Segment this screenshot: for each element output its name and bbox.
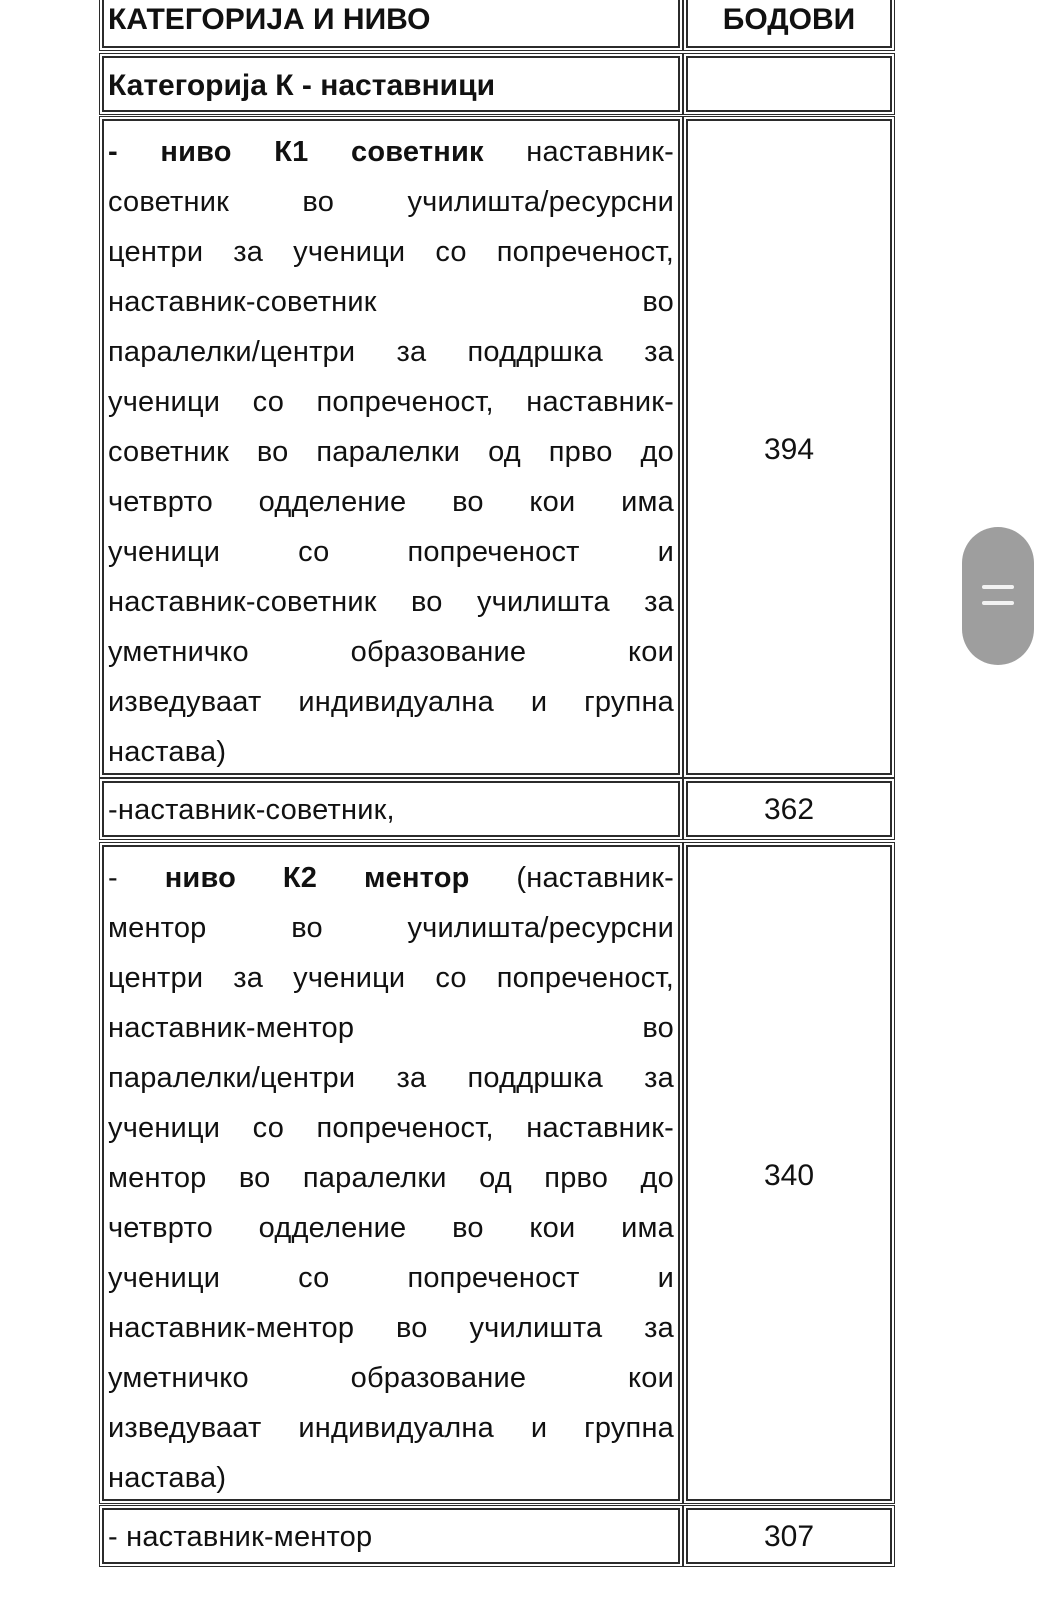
word: за <box>644 1062 674 1094</box>
word: и <box>530 686 548 718</box>
word: изведуваат <box>108 686 262 718</box>
word: во <box>302 186 335 218</box>
word: ученици <box>108 1262 221 1294</box>
word: наставник-ментор <box>108 1012 355 1044</box>
word: во <box>291 912 323 944</box>
level-k1-line <box>108 227 674 277</box>
level-k1-points: 394 <box>763 433 815 466</box>
level-k2-line <box>108 1153 674 1203</box>
level-k1-text <box>108 127 674 777</box>
word: за <box>644 586 674 618</box>
word: училишта <box>476 586 610 618</box>
level-k2-line <box>108 1403 674 1453</box>
word: со <box>435 236 467 268</box>
word: паралелки <box>316 436 461 468</box>
teacher-mentor-label: - наставник-ментор <box>108 1521 373 1553</box>
word: групна <box>584 686 674 718</box>
word: има <box>621 1212 674 1244</box>
level-k2-line <box>108 1103 674 1153</box>
word: одделение <box>258 1212 407 1244</box>
word: ученици <box>293 236 406 268</box>
word: прво <box>548 436 613 468</box>
word: во <box>256 436 289 468</box>
word: индивидуална <box>298 1412 494 1444</box>
word: за <box>644 1312 674 1344</box>
word: образование <box>350 636 527 668</box>
word: во <box>411 586 443 618</box>
word: за <box>233 236 264 268</box>
word: ученици <box>293 962 406 994</box>
word: во <box>396 1312 428 1344</box>
word: до <box>640 1162 674 1194</box>
teacher-mentor-cell <box>102 1508 680 1564</box>
word: советник <box>108 436 229 468</box>
word: попреченост <box>407 1262 580 1294</box>
word: паралелки/центри <box>108 336 356 368</box>
level-k1-line <box>108 277 674 327</box>
level-k2-prefix: - <box>108 862 118 894</box>
word: и <box>530 1412 548 1444</box>
level-k1-line <box>108 377 674 427</box>
word: наставник-советник <box>108 286 377 318</box>
level-k2-word-2: К2 <box>282 862 318 894</box>
word: прво <box>544 1162 609 1194</box>
level-k1-points-cell <box>686 119 892 775</box>
word: попреченост, <box>316 386 494 418</box>
word: четврто <box>108 486 213 518</box>
word: за <box>396 336 427 368</box>
word: училишта/ресурсни <box>407 186 674 218</box>
word: кои <box>628 1362 674 1394</box>
word: ученици <box>108 536 221 568</box>
word: во <box>238 1162 271 1194</box>
word: попреченост, <box>316 1112 494 1144</box>
word: во <box>642 1012 674 1044</box>
level-k2-points-cell <box>686 845 892 1501</box>
level-k1-cell <box>102 119 680 775</box>
teacher-advisor-label: -наставник-советник, <box>108 794 395 826</box>
word: поддршка <box>467 336 603 368</box>
word: групна <box>584 1412 674 1444</box>
word: одделение <box>258 486 407 518</box>
word: од <box>479 1162 512 1194</box>
word: ментор <box>108 912 207 944</box>
level-k2-line <box>108 1253 674 1303</box>
level-k1-line <box>108 427 674 477</box>
teacher-advisor-points: 362 <box>763 793 815 826</box>
level-k2-text <box>108 853 674 1503</box>
level-k2-word-1: ниво <box>164 862 237 894</box>
header-category-cell <box>102 0 680 48</box>
header-points-cell <box>686 0 892 48</box>
word: уметничко <box>108 1362 249 1394</box>
word: наставник-советник <box>108 586 377 618</box>
category-label: Категорија К - наставници <box>108 69 496 102</box>
word: за <box>644 336 674 368</box>
word: со <box>298 536 330 568</box>
word: со <box>435 962 467 994</box>
word: наставник- <box>526 1112 674 1144</box>
category-cell <box>102 56 680 112</box>
level-k1-line <box>108 577 674 627</box>
word: во <box>452 486 484 518</box>
word: наставник- <box>526 386 674 418</box>
level-k2-line-last: настава) <box>108 1462 227 1494</box>
word: и <box>657 536 674 568</box>
level-k1-line <box>108 477 674 527</box>
word: со <box>298 1262 330 1294</box>
word: паралелки <box>302 1162 447 1194</box>
word: до <box>640 436 674 468</box>
level-k2-line <box>108 1053 674 1103</box>
word: поддршка <box>467 1062 603 1094</box>
level-k2-line <box>108 1003 674 1053</box>
level-k1-line-tail: наставник- <box>526 136 674 168</box>
header-category-label: КАТЕГОРИЈА И НИВО <box>108 3 431 36</box>
level-k1-line-1 <box>108 127 674 177</box>
level-k1-word-2: К1 <box>274 136 309 168</box>
level-k2-line <box>108 953 674 1003</box>
word: центри <box>108 236 204 268</box>
word: попреченост, <box>496 962 674 994</box>
word: паралелки/центри <box>108 1062 356 1094</box>
level-k2-line <box>108 1303 674 1353</box>
word: училишта <box>469 1312 603 1344</box>
word: четврто <box>108 1212 213 1244</box>
word: во <box>452 1212 484 1244</box>
teacher-advisor-cell <box>102 781 680 837</box>
level-k2-cell <box>102 845 680 1501</box>
word: наставник-ментор <box>108 1312 355 1344</box>
level-k1-line <box>108 327 674 377</box>
word: кои <box>529 1212 576 1244</box>
category-points-cell <box>686 56 892 112</box>
level-k1-line <box>108 177 674 227</box>
level-k1-line <box>108 527 674 577</box>
word: со <box>252 386 285 418</box>
level-k2-line-tail: (наставник- <box>516 862 674 894</box>
teacher-advisor-points-cell <box>686 781 892 837</box>
word: образование <box>350 1362 527 1394</box>
level-k1-line <box>108 627 674 677</box>
word: ученици <box>108 386 221 418</box>
word: индивидуална <box>298 686 494 718</box>
teacher-mentor-points-cell <box>686 1508 892 1564</box>
word: во <box>642 286 674 318</box>
level-k2-line-1 <box>108 853 674 903</box>
word: ученици <box>108 1112 221 1144</box>
word: центри <box>108 962 204 994</box>
level-k2-word-3: ментор <box>363 862 470 894</box>
level-k1-line <box>108 677 674 727</box>
word: кои <box>529 486 576 518</box>
word: попреченост <box>407 536 580 568</box>
header-points-label: БОДОВИ <box>722 3 856 36</box>
word: уметничко <box>108 636 249 668</box>
level-k1-word-1: ниво <box>160 136 232 168</box>
level-k2-line <box>108 903 674 953</box>
word: за <box>233 962 264 994</box>
level-k2-line <box>108 1353 674 1403</box>
level-k1-prefix: - <box>108 136 118 168</box>
word: има <box>621 486 674 518</box>
level-k1-line-last: настава) <box>108 736 227 768</box>
word: изведуваат <box>108 1412 262 1444</box>
scroll-handle[interactable] <box>962 527 1034 665</box>
word: со <box>252 1112 285 1144</box>
level-k2-points: 340 <box>763 1159 815 1192</box>
word: советник <box>108 186 229 218</box>
word: за <box>396 1062 427 1094</box>
word: кои <box>628 636 674 668</box>
teacher-mentor-points: 307 <box>763 1520 815 1553</box>
word: ментор <box>108 1162 207 1194</box>
word: од <box>488 436 521 468</box>
word: и <box>657 1262 674 1294</box>
level-k2-line <box>108 1203 674 1253</box>
word: училишта/ресурсни <box>407 912 674 944</box>
level-k1-word-3: советник <box>351 136 484 168</box>
word: попреченост, <box>496 236 674 268</box>
